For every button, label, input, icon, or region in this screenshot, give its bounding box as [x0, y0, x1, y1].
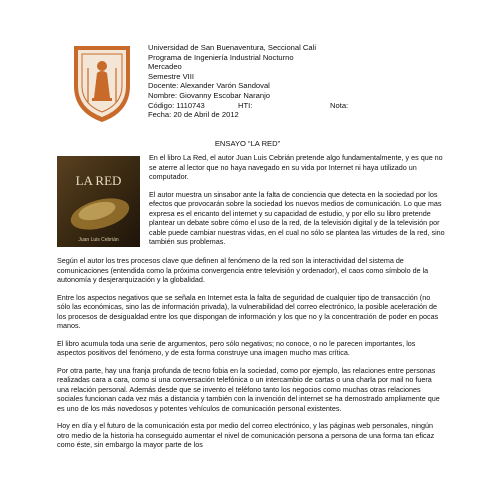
code-line — [148, 101, 468, 111]
book-cover-image — [57, 156, 140, 247]
university-seal-icon — [70, 42, 134, 124]
document-header — [148, 43, 468, 120]
program-name: Programa de Ingeniería Industrial Nocturno — [148, 52, 294, 62]
cover-title: LA RED — [75, 173, 122, 188]
essay-title: ENSAYO “LA RED” — [214, 139, 281, 148]
paragraph: Por otra parte, hay una franja profunda de tecno fobia en la sociedad, como por ejemplo, las relaciones entre personas realizadas cara a cara, como si una conversación telefónica o un intercambio de cartas o una charla por mail no fuera una relación personal. Además desde que se invento el teléfono tanto los negocios como muchas otras relaciones sociales funcionan cada vez más a distancia y también con la invención del internet se ha demostrado ampliamente que es uno de los más novedosos y potentes vehículos de comunicación personal existentes. — [57, 365, 440, 413]
student-code: Código: 1110743 — [148, 100, 205, 110]
document-date: Fecha: 20 de Abril de 2012 — [148, 110, 239, 120]
cover-author: Juan Luis Cebrián — [78, 237, 119, 243]
paragraph: El autor muestra un sinsabor ante la falta de conciencia que detecta en la sociedad por los efectos que provocarán sobre la sociedad los nuevos medios de comunicación. Lo que mas expresa es el encanto del internet y su capacidad de estudio, y por ello su libro pretende plantear un debate sobre cómo el uso de la red, de la televisión digital y de la televisión por cable puede cambiar nuestras vidas, en el cual no sólo se plantea las virtudes de la red, sino también sus problemas. — [149, 189, 445, 246]
intro-text — [149, 153, 449, 255]
grade-label: Nota: — [330, 100, 349, 110]
hti-label: HTI: — [238, 100, 253, 110]
paragraph: El libro acumula toda una serie de argumentos, pero sólo negativos; no conoce, o no le parecen importantes, los aspectos positivos del fenómeno, y de esta forma construye una imagen mucho mas crítica. — [57, 338, 416, 357]
university-name: Universidad de San Buenaventura, Seccional Cali — [148, 43, 317, 52]
semester: Semestre VIII — [148, 71, 195, 81]
essay-body — [57, 256, 443, 458]
paragraph: En el libro La Red, el autor Juan Luis Cebrián pretende algo fundamentalmente, y es que no se aterre al lector que no haya navegado en su vida por Internet ni haya utilizado un computador. — [149, 153, 443, 181]
paragraph: Hoy en día y el futuro de la comunicación esta por medio del correo electrónico, y las páginas web personales, ningún otro medio de la historia ha conseguido aumentar el nivel de comunicación persona a persona de una forma tan eficaz como éste, sin embargo la mayor parte de los — [57, 421, 435, 449]
course-name: Mercadeo — [148, 62, 182, 72]
teacher-name: Docente: Alexander Varón Sandoval — [148, 81, 270, 91]
paragraph: Entre los aspectos negativos que se señala en Internet esta la falta de seguridad de cualquier tipo de transacción (no sólo las económicas, sino las de información privada), la vulnerabilidad del correo electrónico, la posible aceleración de los procesos de desigualdad entre los que dispongan de información y los que no y la concentración de poder en pocas manos. — [57, 292, 439, 330]
student-name: Nombre: Giovanny Escobar Naranjo — [148, 90, 270, 100]
paragraph: Según el autor los tres procesos clave que definen al fenómeno de la red son la interactividad del sistema de comunicaciones (entendida como la próxima convergencia entre televisión y ordenador), el caos como símbolo de la autonomía y desjerarquización y la globalidad. — [57, 256, 429, 284]
